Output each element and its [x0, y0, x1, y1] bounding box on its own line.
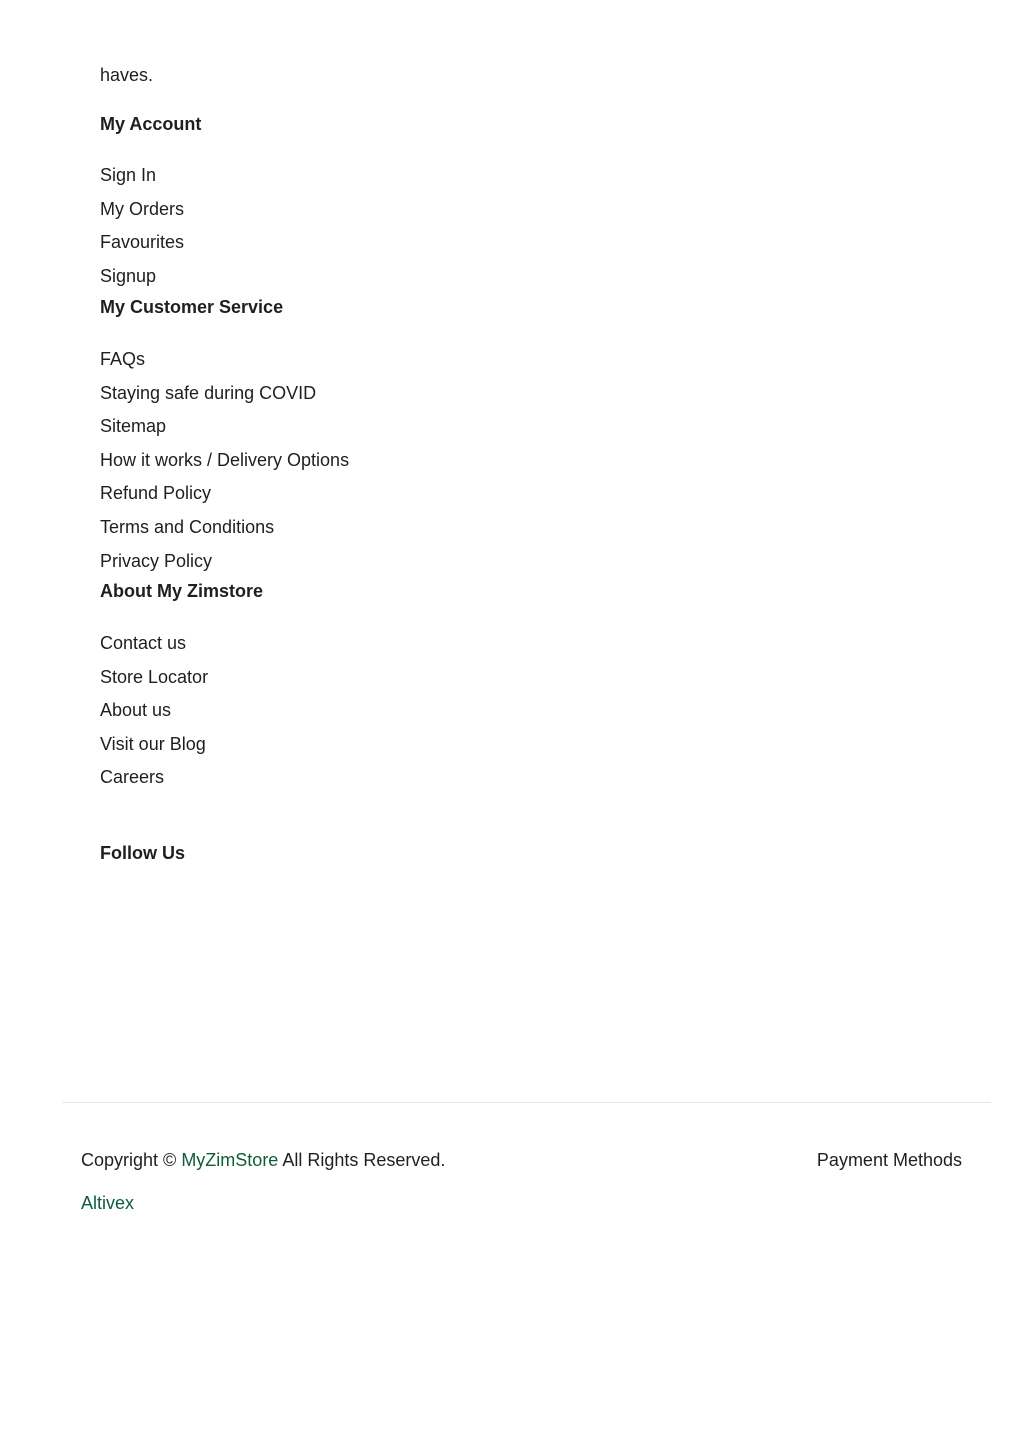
list-item [100, 197, 184, 231]
delivery-options-link[interactable]: How it works / Delivery Options [100, 449, 350, 470]
list-item [100, 448, 349, 482]
terms-link[interactable]: Terms and Conditions [100, 516, 275, 537]
privacy-policy-link[interactable]: Privacy Policy [100, 550, 213, 571]
list-item [100, 765, 208, 799]
list-item [100, 230, 184, 264]
developer-credit-link[interactable]: Altivex [81, 1193, 135, 1213]
list-item [100, 665, 208, 699]
store-locator-link[interactable]: Store Locator [100, 666, 209, 687]
payment-methods-label: Payment Methods [816, 1150, 962, 1170]
sign-in-link[interactable]: Sign In [100, 165, 157, 185]
my-account-links [100, 163, 184, 297]
list-item [100, 732, 208, 766]
refund-policy-link[interactable]: Refund Policy [100, 483, 212, 504]
list-item [100, 414, 349, 448]
sitemap-link[interactable]: Sitemap [100, 416, 167, 437]
copyright-text [81, 1148, 445, 1172]
careers-link[interactable]: Careers [100, 767, 165, 788]
list-item [100, 515, 349, 549]
intro-text: haves. [100, 65, 154, 85]
list-item [100, 698, 208, 732]
contact-us-link[interactable]: Contact us [100, 633, 187, 653]
list-item [100, 481, 349, 515]
brand-link[interactable]: MyZimStore [181, 1150, 279, 1170]
my-orders-link[interactable]: My Orders [100, 198, 185, 219]
section-heading-follow-us: Follow Us [100, 843, 185, 863]
customer-service-links [100, 347, 349, 582]
list-item [100, 163, 184, 197]
social-links-area [100, 880, 400, 1060]
section-heading-about: About My Zimstore [100, 581, 264, 601]
list-item [100, 381, 349, 415]
list-item [100, 347, 349, 381]
faqs-link[interactable]: FAQs [100, 349, 146, 369]
signup-link[interactable]: Signup [100, 265, 157, 286]
footer-divider [62, 1102, 991, 1103]
covid-safety-link[interactable]: Staying safe during COVID [100, 382, 317, 403]
copyright-suffix: All Rights Reserved. [278, 1150, 446, 1170]
list-item [100, 264, 184, 298]
favourites-link[interactable]: Favourites [100, 232, 185, 253]
list-item [100, 631, 208, 665]
about-us-link[interactable]: About us [100, 700, 172, 721]
section-heading-my-account: My Account [100, 114, 202, 134]
about-links [100, 631, 208, 799]
copyright-prefix: Copyright © [81, 1150, 182, 1170]
blog-link[interactable]: Visit our Blog [100, 733, 206, 754]
list-item [100, 549, 349, 583]
section-heading-customer-service: My Customer Service [100, 297, 284, 317]
